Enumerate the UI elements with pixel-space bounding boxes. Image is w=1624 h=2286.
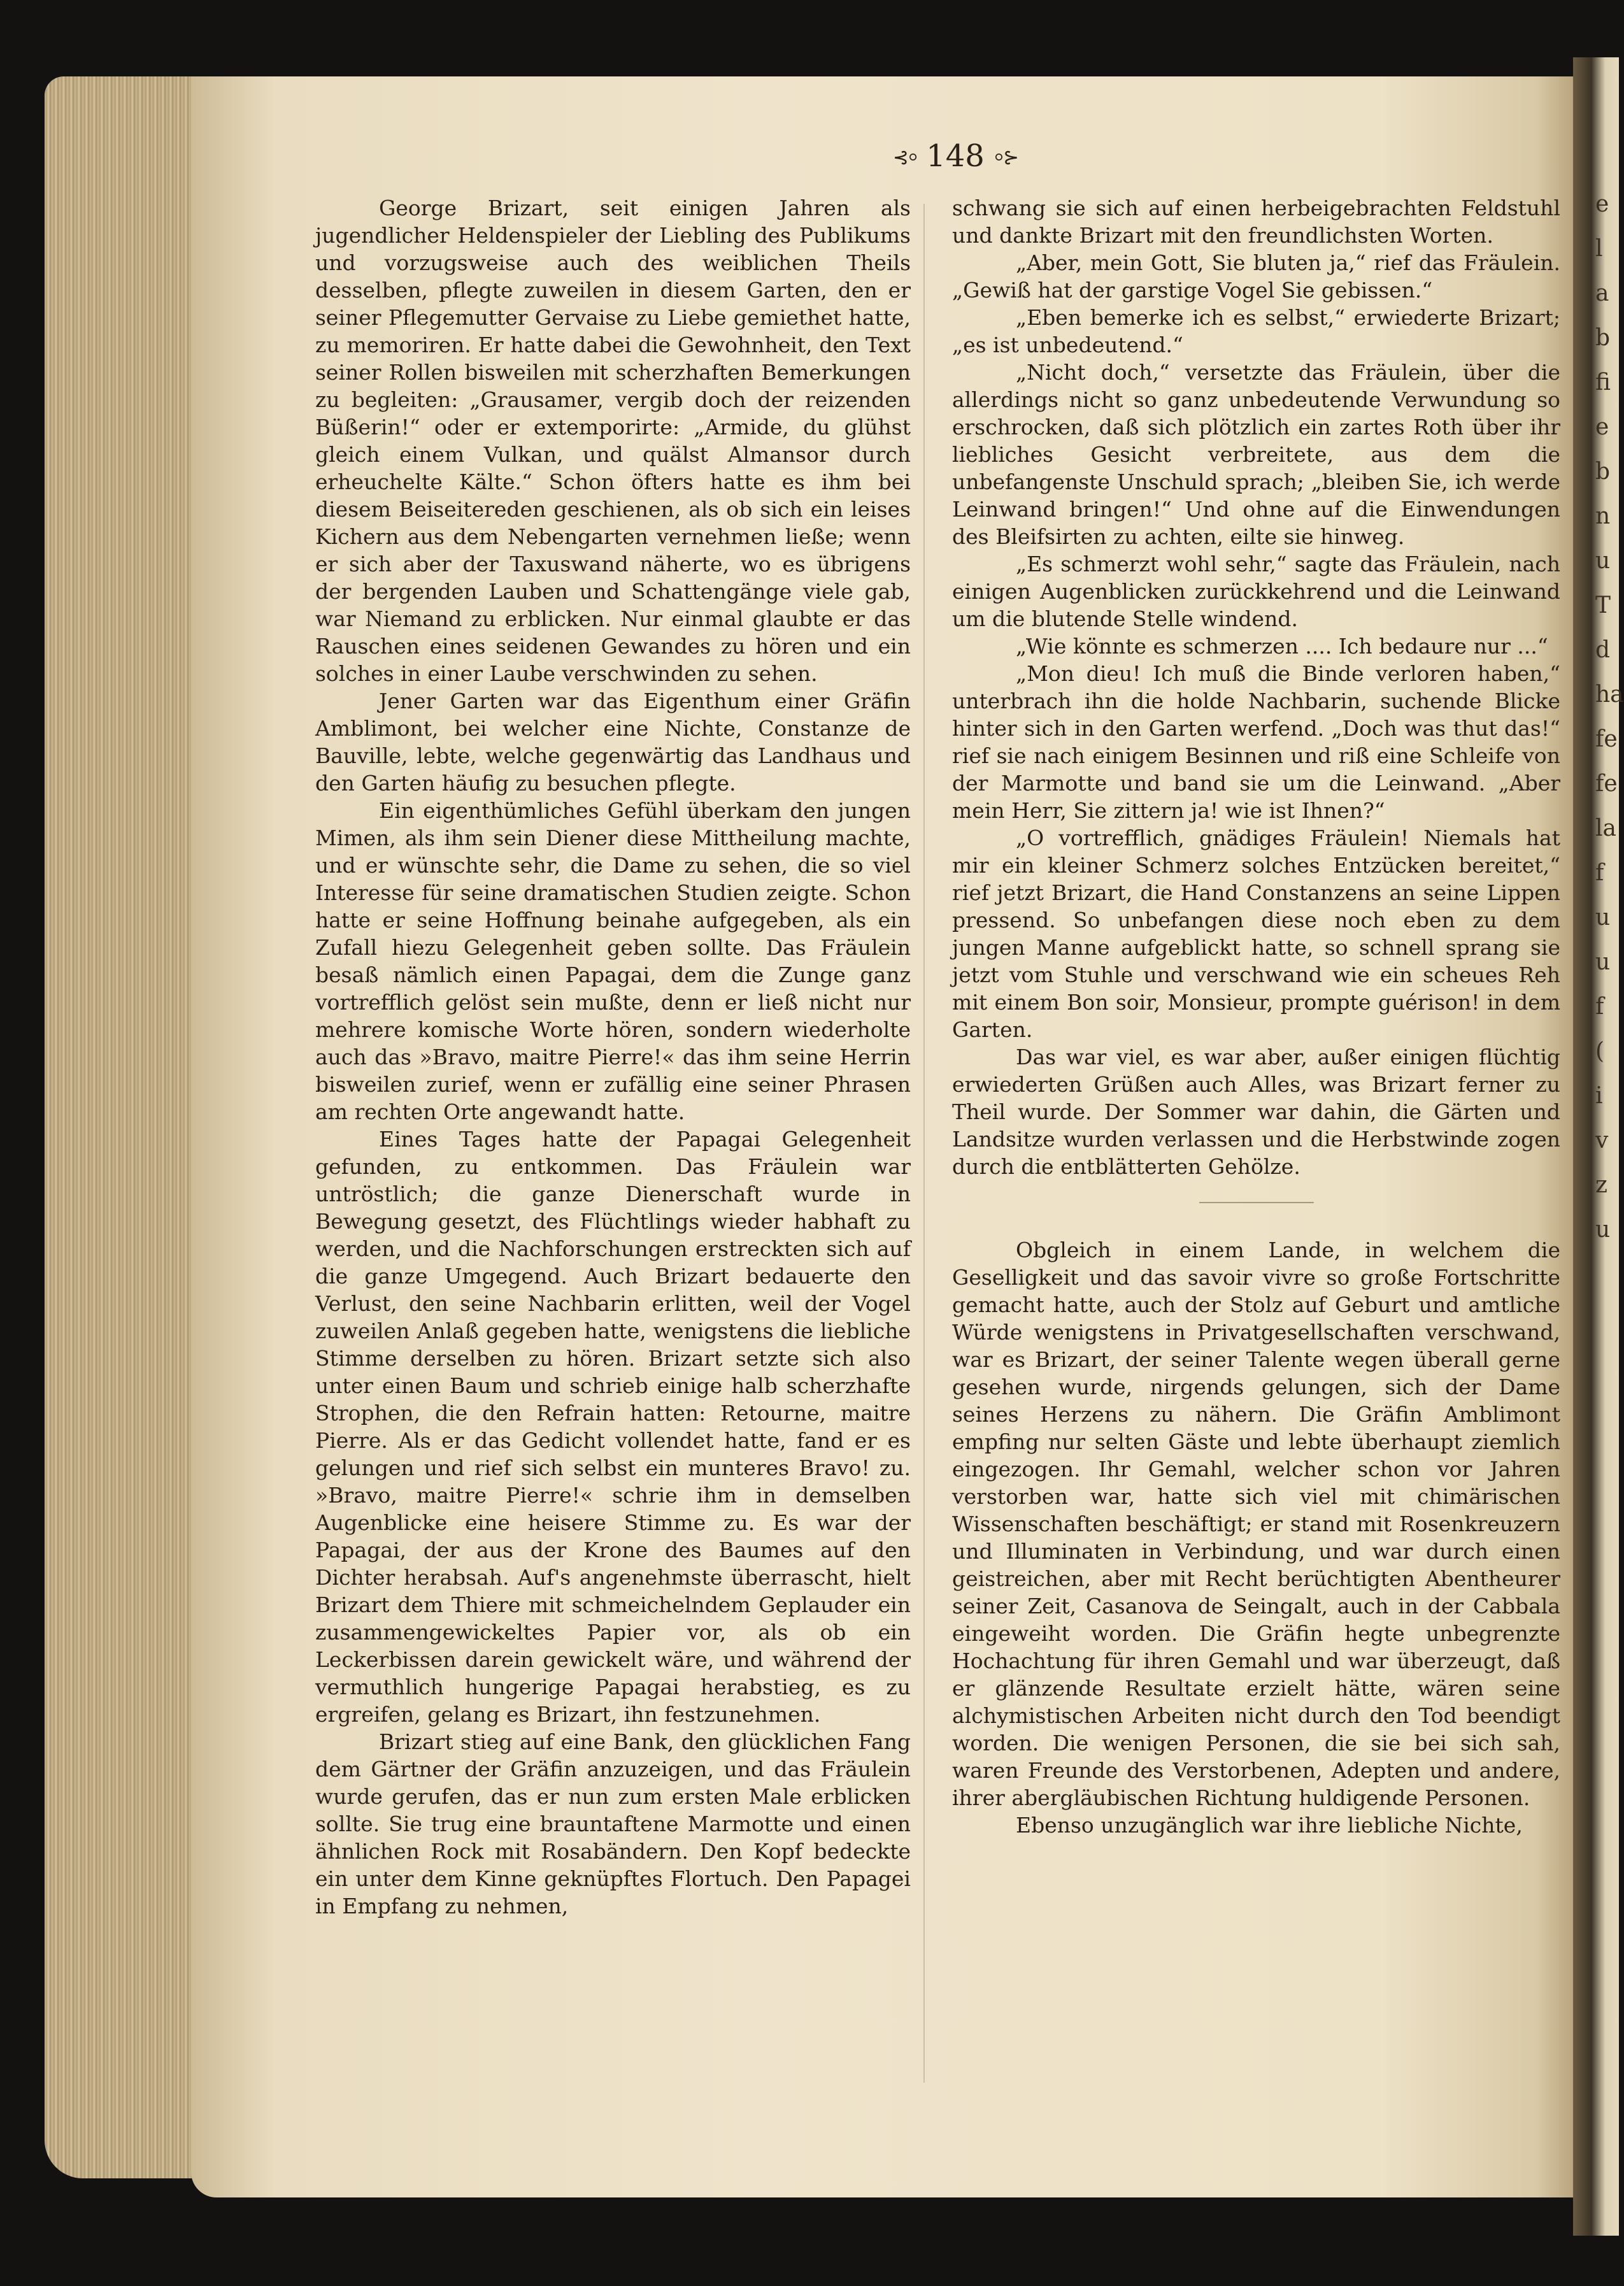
right-column <box>952 194 1560 1839</box>
column-divider <box>923 204 925 2083</box>
section-separator <box>1199 1202 1314 1203</box>
paragraph: Ein eigenthümliches Gefühl überkam den jungen Mimen, als ihm sein Diener diese Mittheilung machte, und er wünschte sehr, die Dame zu sehen, die so viel Interesse für seine dramatischen Studien zeigte. Schon hatte er seine Hoffnung beinahe aufgegeben, als ein Zufall hiezu Gelegenheit geben sollte. Das Fräulein besaß nämlich einen Papagai, dem die Zunge ganz vortrefflich gelöst sein mußte, denn er ließ nicht nur mehrere komische Worte hören, sondern wiederholte auch das »Bravo, maitre Pierre!« das ihm seine Herrin bisweilen zurief, wenn er zufällig eine seiner Phrasen am rechten Orte angewandt hatte. <box>315 798 911 1124</box>
edge-fragment: fe <box>1595 771 1618 797</box>
edge-fragment: ( <box>1595 1038 1605 1064</box>
paragraph: „Eben bemerke ich es selbst,“ erwiederte Brizart; „es ist unbedeutend.“ <box>952 305 1560 357</box>
ornament-right-icon: ⸰⊱ <box>993 146 1018 169</box>
edge-fragment: e <box>1595 414 1609 440</box>
paragraph: „Wie könnte es schmerzen .... Ich bedaure nur ...“ <box>1016 634 1548 659</box>
edge-fragment: e <box>1595 191 1609 217</box>
paragraph: Eines Tages hatte der Papagai Gelegenheit gefunden, zu entkommen. Das Fräulein war untröstlich; die ganze Dienerschaft wurde in Bewegung gesetzt, des Flüchtlings wieder habhaft zu werden, und die Nachforschungen erstreckten sich auf die ganze Umgegend. Auch Brizart bedauerte den Verlust, den seine Nachbarin erlitten, weil der Vogel zuweilen Anlaß gegeben hatte, wenigstens die liebliche Stimme derselben zu hören. Brizart setzte sich also unter einen Baum und schrieb einige halb scherzhafte Strophen, die den Refrain hatten: Retourne, maitre Pierre. Als er das Gedicht vollendet hatte, fand er es gelungen und rief sich selbst ein munteres Bravo! zu. »Bravo, maitre Pierre!« schrie ihm in demselben Augenblicke eine heisere Stimme zu. Es war der Papagai, der aus der Krone des Baumes auf den Dichter herabsah. Auf's angenehmste überrascht, hielt Brizart dem Thiere mit schmeichelndem Geplauder ein zusammengewickeltes Papier vor, als ob ein Leckerbissen darein gewickelt wäre, und während der vermuthlich hungerige Papagai herabstieg, es zu ergreifen, gelang es Brizart, ihn festzunehmen. <box>315 1127 911 1727</box>
edge-fragment: l <box>1595 236 1603 262</box>
edge-fragment: b <box>1595 459 1611 485</box>
edge-fragment: la <box>1595 815 1616 841</box>
paragraph: „Mon dieu! Ich muß die Binde verloren haben,“ unterbrach ihn die holde Nachbarin, suchende Blicke hinter sich in den Garten werfend. „Doch was thut das!“ rief sie nach einigem Besinnen und riß eine Schleife von der Marmotte und band sie um die Leinwand. „Aber mein Herr, Sie zittern ja! wie ist Ihnen?“ <box>952 661 1560 823</box>
edge-fragment: fi <box>1595 369 1611 396</box>
edge-fragment: f <box>1595 994 1604 1020</box>
edge-fragment: v <box>1595 1127 1609 1154</box>
paragraph: schwang sie sich auf einen herbeigebrachten Feldstuhl und dankte Brizart mit den freundlichsten Worten. <box>952 196 1560 248</box>
paragraph: George Brizart, seit einigen Jahren als jugendlicher Heldenspieler der Liebling des Publikums und vorzugsweise auch des weiblichen Theils desselben, pflegte zuweilen in diesem Garten, den er seiner Pflegemutter Gervaise zu Liebe gemiethet hatte, zu memoriren. Er hatte dabei die Gewohnheit, den Text seiner Rollen bisweilen mit scherzhaften Bemerkungen zu begleiten: „Grausamer, vergib doch der reizenden Büßerin!“ oder er extemporirte: „Armide, du glühst gleich einem Vulkan, und quälst Almansor durch erheuchelte Kälte.“ Schon öfters hatte es ihm bei diesem Beiseitereden geschienen, als ob sich ein leises Kichern aus dem Nebengarten vernehmen ließe; wenn er sich aber der Taxuswand näherte, wo es übrigens der bergenden Lauben und Schattengänge viele gab, war Niemand zu erblicken. Nur einmal glaubte er das Rauschen eines seidenen Gewandes zu hören und ein solches in einer Laube verschwinden zu sehen. <box>315 196 911 686</box>
paragraph: „Nicht doch,“ versetzte das Fräulein, über die allerdings nicht so ganz unbedeutende Verwundung so erschrocken, daß sich plötzlich ein zartes Roth über ihr liebliches Gesicht verbreitete, aus dem die unbefangenste Unschuld sprach; „bleiben Sie, ich werde Leinwand bringen!“ Und ohne auf die Einwendungen des Bleifsirten zu achten, eilte sie hinweg. <box>952 360 1560 549</box>
edge-fragment: a <box>1595 280 1609 306</box>
edge-fragment: T <box>1595 592 1611 618</box>
edge-fragment: i <box>1595 1083 1603 1109</box>
paragraph: Jener Garten war das Eigenthum einer Gräfin Amblimont, bei welcher eine Nichte, Constanze de Bauville, lebte, welche gegenwärtig das Landhaus und den Garten häufig zu besuchen pflegte. <box>315 689 911 796</box>
left-column <box>315 194 911 1920</box>
edge-fragment: z <box>1595 1172 1607 1198</box>
paragraph: „Aber, mein Gott, Sie bluten ja,“ rief das Fräulein. „Gewiß hat der garstige Vogel Sie gebissen.“ <box>952 250 1560 303</box>
paragraph: Obgleich in einem Lande, in welchem die Geselligkeit und das savoir vivre so große Fortschritte gemacht hatte, auch der Stolz auf Geburt und amtliche Würde wenigstens in Privatgesellschaften verschwand, war es Brizart, der seiner Talente wegen überall gerne gesehen wurde, nirgends gelungen, sich der Dame seines Herzens zu nähern. Die Gräfin Amblimont empfing nur selten Gäste und lebte überhaupt ziemlich eingezogen. Ihr Gemahl, welcher schon vor Jahren verstorben war, hatte sich viel mit chimärischen Wissenschaften beschäftigt; er stand mit Rosenkreuzern und Illuminaten in Verbindung, und war durch einen geistreichen, aber mit Recht berüchtigten Abentheurer seiner Zeit, Casanova de Seingalt, auch in der Cabbala eingeweiht worden. Die Gräfin hegte unbegrenzte Hochachtung für ihren Gemahl und war überzeugt, daß er glänzende Resultate erzielt hätte, wären seine alchymistischen Arbeiten nicht durch den Tod beendigt worden. Die wenigen Personen, die sie bei sich sah, waren Freunde des Verstorbenen, Adepten und andere, ihrer abergläubischen Richtung huldigende Personen. <box>952 1238 1560 1810</box>
page-header <box>853 134 1057 178</box>
paragraph: Das war viel, es war aber, außer einigen flüchtig erwiederten Grüßen auch Alles, was Brizart ferner zu Theil wurde. Der Sommer war dahin, die Gärten und Landsitze wurden verlassen und die Herbstwinde zogen durch die entblätterten Gehölze. <box>952 1045 1560 1179</box>
edge-fragment: ha <box>1595 682 1624 708</box>
ornament-left-icon: ⊰⸰ <box>892 146 918 169</box>
paragraph: Ebenso unzugänglich war ihre liebliche Nichte, <box>1016 1813 1523 1838</box>
edge-fragment: b <box>1595 325 1611 351</box>
edge-fragment: n <box>1595 503 1611 529</box>
edge-fragment: f <box>1595 860 1604 886</box>
edge-fragment: fe <box>1595 726 1618 752</box>
paragraph: „Es schmerzt wohl sehr,“ sagte das Fräulein, nach einigen Augenblicken zurückkehrend und die Leinwand um die blutende Stelle windend. <box>952 552 1560 631</box>
edge-fragment: u <box>1595 548 1611 574</box>
page-number: 148 <box>926 138 985 174</box>
paragraph: Brizart stieg auf eine Bank, den glücklichen Fang dem Gärtner der Gräfin anzuzeigen, und das Fräulein wurde gerufen, das er nun zum ersten Male erblicken sollte. Sie trug eine brauntaftene Marmotte und einen ähnlichen Rock mit Rosabändern. Den Kopf bedeckte ein unter dem Kinne geknüpftes Flortuch. Den Papagei in Empfang zu nehmen, <box>315 1729 911 1918</box>
edge-fragment: d <box>1595 637 1611 663</box>
edge-fragment: u <box>1595 904 1611 931</box>
edge-fragment: u <box>1595 1217 1611 1243</box>
paragraph: „O vortrefflich, gnädiges Fräulein! Niemals hat mir ein kleiner Schmerz solches Entzücken bereitet,“ rief jetzt Brizart, die Hand Constanzens an seine Lippen pressend. So unbefangen diese noch eben zu dem jungen Manne aufgeblickt hatte, so schnell sprang sie jetzt vom Stuhle und verschwand wie ein scheues Reh mit einem Bon soir, Monsieur, prompte guérison! in dem Garten. <box>952 825 1560 1042</box>
edge-fragment: u <box>1595 949 1611 975</box>
next-page-edge-text <box>1595 191 1624 1847</box>
